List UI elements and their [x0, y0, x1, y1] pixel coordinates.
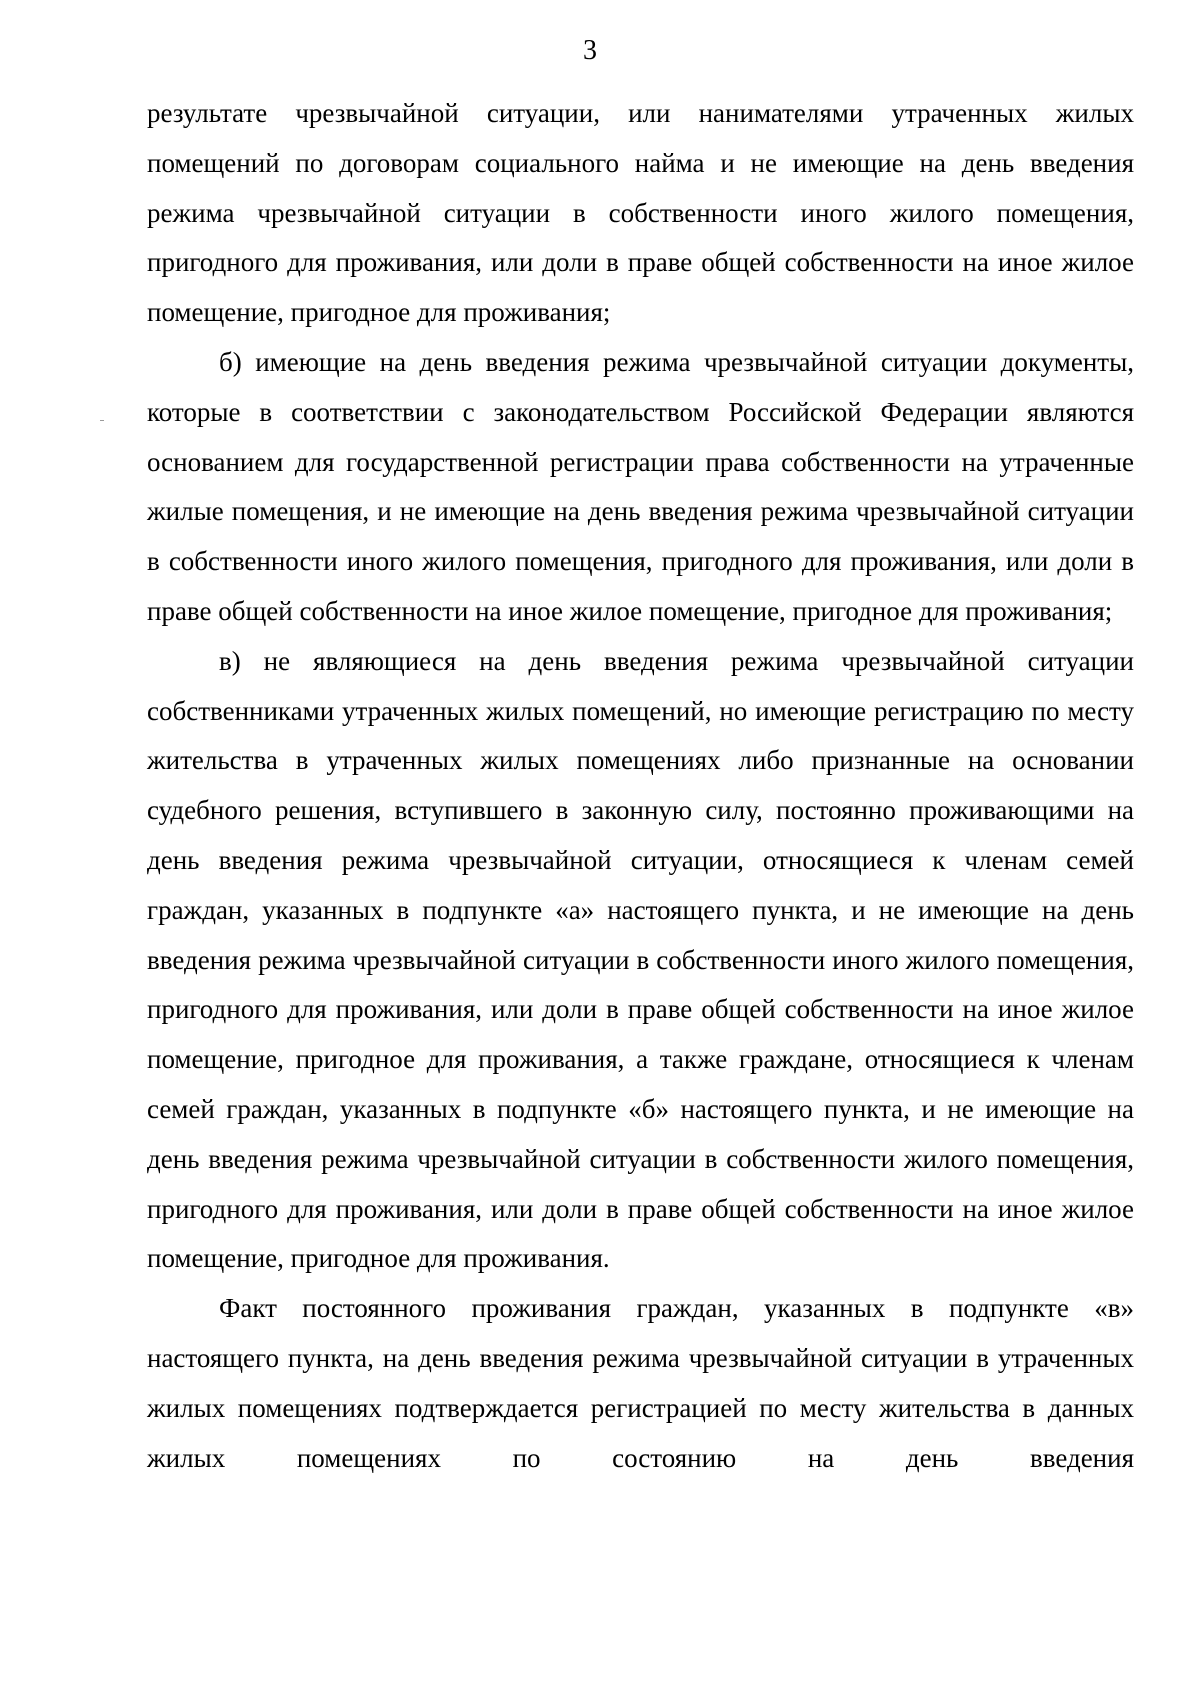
document-body	[147, 89, 1134, 1483]
margin-speck	[100, 420, 104, 421]
paragraph-subpoint-b: б) имеющие на день введения режима чрезвычайной ситуации документы, которые в соответствии с законодательством Российской Федерации являются основанием для государственной регистрации права собственности на утраченные жилые помещения, и не имеющие на день введения режима чрезвычайной ситуации в собственности иного жилого помещения, пригодного для проживания, или доли в праве общей собственности на иное жилое помещение, пригодное для проживания;	[147, 346, 1134, 626]
paragraph-intro-continuation: результате чрезвычайной ситуации, или нанимателями утраченных жилых помещений по договорам социального найма и не имеющие на день введения режима чрезвычайной ситуации в собственности иного жилого помещения, пригодного для проживания, или доли в праве общей собственности на иное жилое помещение, пригодное для проживания;	[147, 98, 1134, 328]
paragraph-subpoint-v: в) не являющиеся на день введения режима чрезвычайной ситуации собственниками утраченных жилых помещений, но имеющие регистрацию по месту жительства в утраченных жилых помещениях либо признанные на основании судебного решения, вступившего в законную силу, постоянно проживающими на день введения режима чрезвычайной ситуации, относящиеся к членам семей граждан, указанных в подпункте «а» настоящего пункта, и не имеющие на день введения режима чрезвычайной ситуации в собственности иного жилого помещения, пригодного для проживания, или доли в праве общей собственности на иное жилое помещение, пригодное для проживания, а также граждане, относящиеся к членам семей граждан, указанных в подпункте «б» настоящего пункта, и не имеющие на день введения режима чрезвычайной ситуации в собственности жилого помещения, пригодного для проживания, или доли в праве общей собственности на иное жилое помещение, пригодное для проживания.	[147, 645, 1134, 1274]
paragraph-residence-fact: Факт постоянного проживания граждан, указанных в подпункте «в» настоящего пункта, на день введения режима чрезвычайной ситуации в утраченных жилых помещениях подтверждается регистрацией по месту жительства в данных жилых помещениях по состоянию на день введения	[147, 1293, 1134, 1473]
page-number: 3	[583, 35, 597, 66]
